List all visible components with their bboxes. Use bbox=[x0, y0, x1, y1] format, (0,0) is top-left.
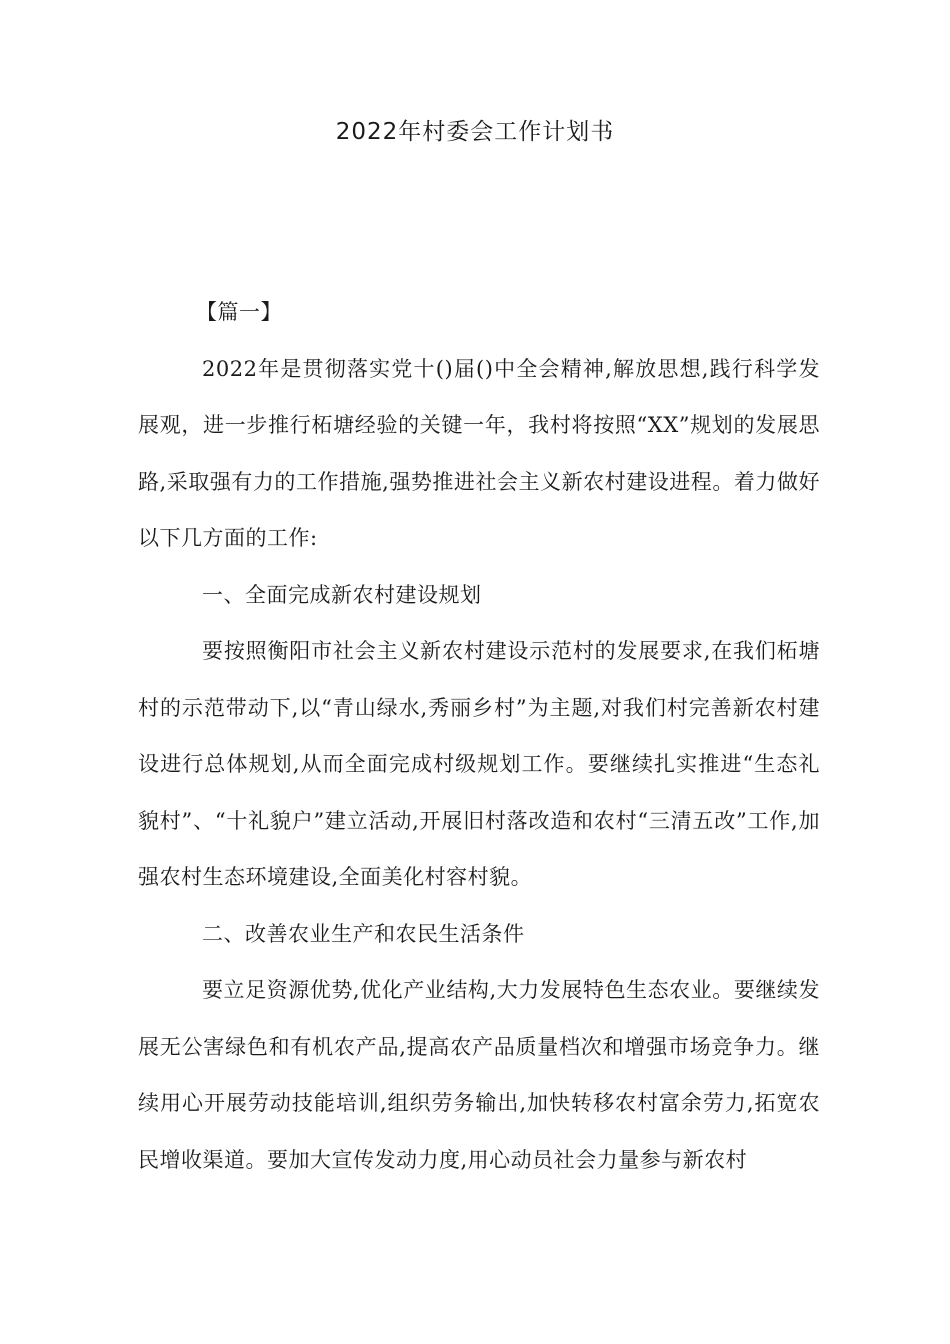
document-body bbox=[138, 284, 820, 1188]
section-heading-2: 二、改善农业生产和农民生活条件 bbox=[202, 921, 525, 946]
section-body-1: 要按照衡阳市社会主义新农村建设示范村的发展要求,在我们柘塘村的示范带动下,以“青山绿水,秀丽乡村”为主题,对我们村完善新农村建设进行总体规划,从而全面完成村级规划工作。要继续扎实推进“生态礼貌村”、“十礼貌户”建立活动,开展旧村落改造和农村“三清五改”工作,加强农村生态环境建设,全面美化村容村貌。 bbox=[138, 639, 820, 889]
section-body-2: 要立足资源优势,优化产业结构,大力发展特色生态农业。要继续发展无公害绿色和有机农产品,提高农产品质量档次和增强市场竞争力。继续用心开展劳动技能培训,组织劳务输出,加快转移农村富余劳力,拓宽农民增收渠道。要加大宣传发动力度,用心动员社会力量参与新农村 bbox=[138, 978, 820, 1172]
document-title: 2022年村委会工作计划书 bbox=[335, 119, 615, 145]
chapter-label: 【篇一】 bbox=[196, 300, 282, 324]
section-heading-1: 一、全面完成新农村建设规划 bbox=[202, 582, 482, 607]
intro-paragraph: 2022年是贯彻落实党十()届()中全会精神,解放思想,践行科学发展观，进一步推行柘塘经验的关键一年，我村将按照“XX”规划的发展思路,采取强有力的工作措施,强势推进社会主义新农村建设进程。着力做好以下几方面的工作: bbox=[138, 356, 820, 550]
